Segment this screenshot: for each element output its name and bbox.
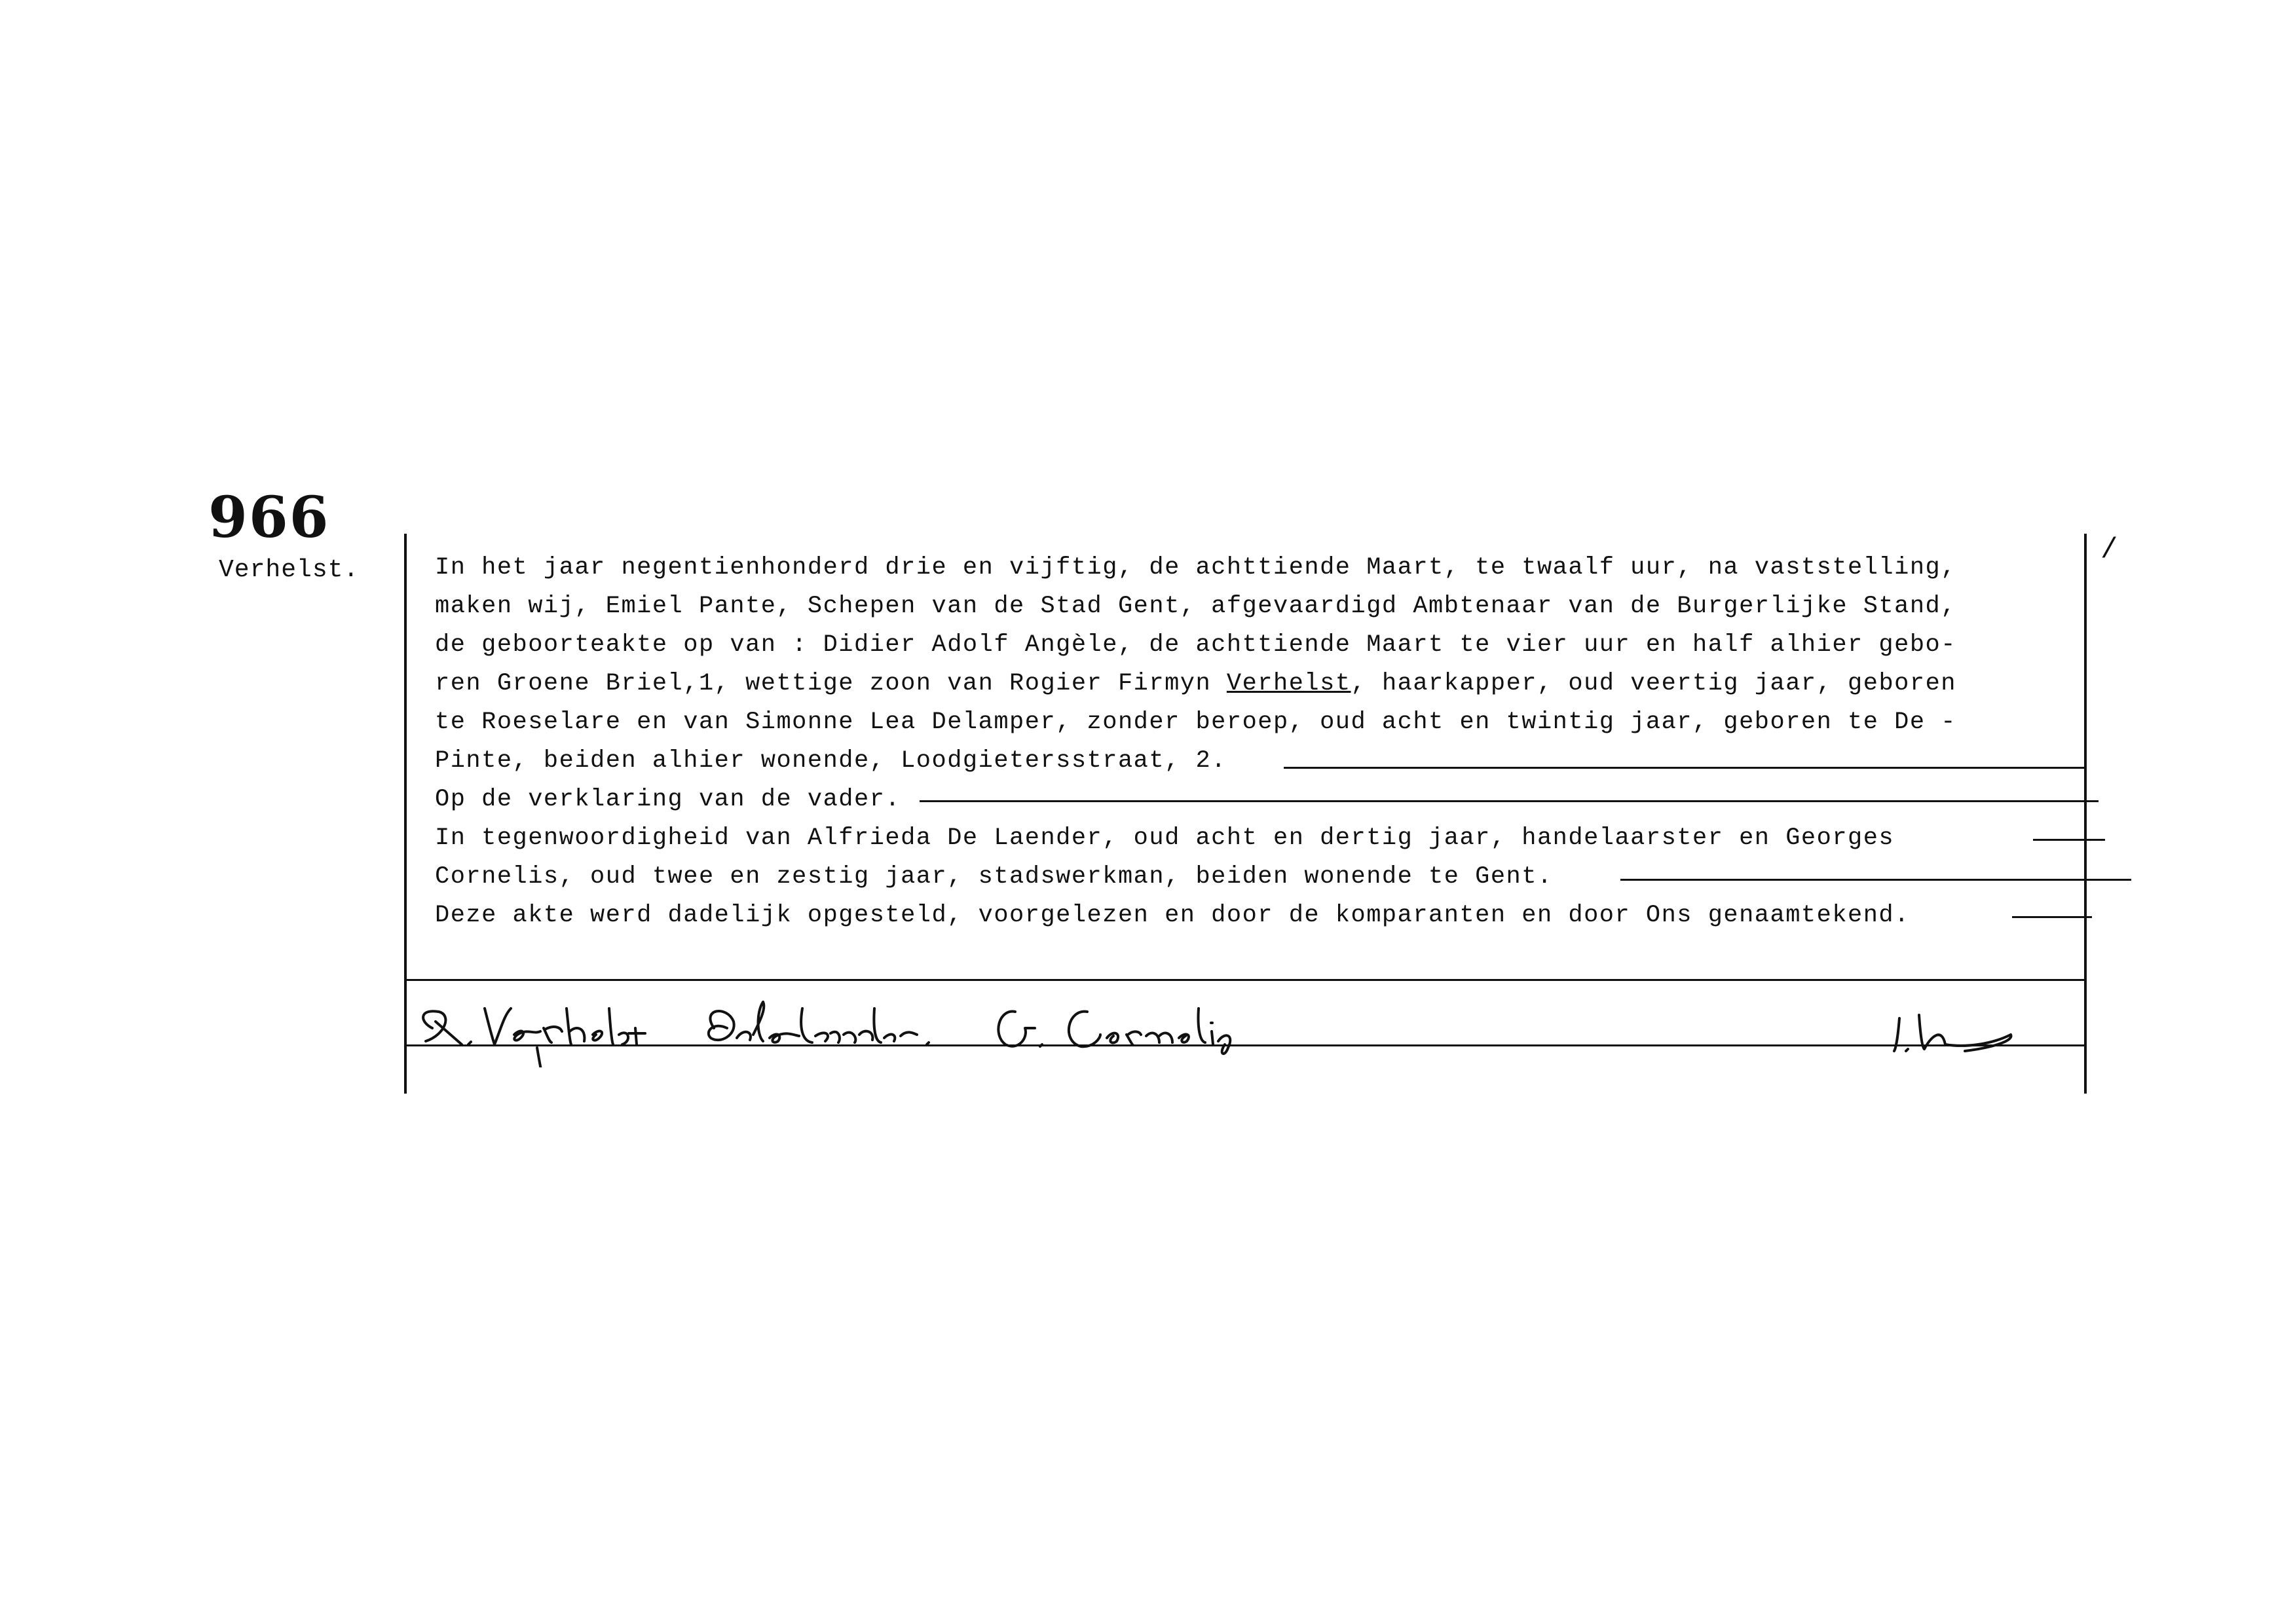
fill-dash-line-6 bbox=[1284, 767, 2085, 769]
deed-line-4-after: , haarkapper, oud veertig jaar, geboren bbox=[1351, 670, 1956, 697]
deed-line-7 bbox=[435, 781, 2085, 819]
deed-line-7-text: Op de verklaring van de vader. bbox=[435, 786, 901, 813]
child-surname-underlined: Verhelst bbox=[1226, 670, 1351, 697]
deed-line-9-text: Cornelis, oud twee en zestig jaar, stadswerkman, beiden wonende te Gent. bbox=[435, 863, 1553, 891]
deed-line-5: te Roeselare en van Simonne Lea Delamper, zonder beroep, oud acht en twintig jaar, geboren te De - bbox=[435, 709, 1956, 736]
signature-pante bbox=[1894, 1015, 2011, 1051]
deed-line-8-text: In tegenwoordigheid van Alfrieda De Laender, oud acht en dertig jaar, handelaarster en Georges bbox=[435, 824, 1895, 852]
deed-line-2: maken wij, Emiel Pante, Schepen van de Stad Gent, afgevaardigd Ambtenaar van de Burgerlijke Stand, bbox=[435, 593, 1956, 620]
deed-line-4 bbox=[435, 665, 2085, 703]
deed-line-9 bbox=[435, 858, 2085, 896]
fill-dash-line-7 bbox=[920, 800, 2099, 802]
deed-line-4-before: ren Groene Briel,1, wettige zoon van Rogier Firmyn bbox=[435, 670, 1227, 697]
fill-dash-line-9 bbox=[1620, 879, 2131, 881]
margin-tick-mark: / bbox=[2100, 534, 2118, 566]
fill-dash-line-10 bbox=[2012, 916, 2092, 918]
signature-top-rule bbox=[404, 979, 2086, 981]
signature-area bbox=[406, 982, 2096, 1067]
deed-line-8 bbox=[435, 819, 2085, 858]
deed-line-1: In het jaar negentienhonderd drie en vijftig, de achttiende Maart, te twaalf uur, na vaststelling, bbox=[435, 554, 1956, 581]
record-number: 966 bbox=[208, 485, 330, 551]
fill-dash-line-8 bbox=[2033, 839, 2105, 841]
deed-body bbox=[435, 549, 2085, 935]
deed-line-6-text: Pinte, beiden alhier wonende, Loodgietersstraat, 2. bbox=[435, 747, 1227, 775]
signature-verhelst bbox=[423, 1008, 645, 1067]
deed-line-3: de geboorteakte op van : Didier Adolf Angèle, de achttiende Maart te vier uur en half alhier gebo- bbox=[435, 631, 1956, 659]
signature-de-laender bbox=[709, 1002, 929, 1044]
record-surname: Verhelst. bbox=[219, 556, 360, 584]
deed-line-10 bbox=[435, 896, 2085, 935]
deed-line-10-text: Deze akte werd dadelijk opgesteld, voorgelezen en door de komparanten en door Ons genaamtekend. bbox=[435, 902, 1910, 929]
deed-line-6 bbox=[435, 742, 2085, 781]
signature-cornelis bbox=[998, 1008, 1230, 1054]
